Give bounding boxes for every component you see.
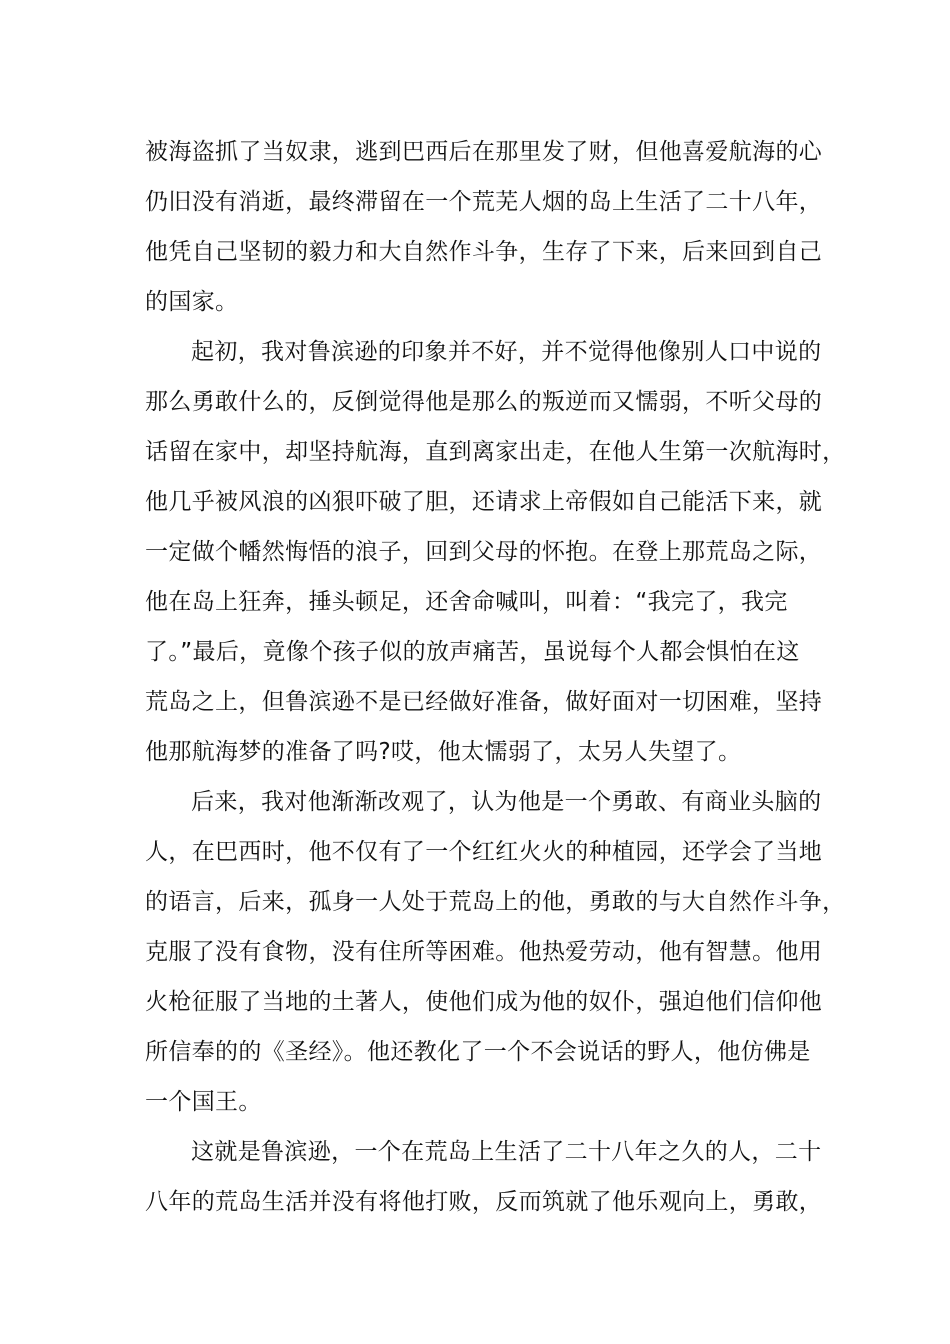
text-line: 的语言，后来，孤身一人处于荒岛上的他，勇敢的与大自然作斗争， — [145, 889, 846, 915]
text-line: 他几乎被风浪的凶狠吓破了胆，还请求上帝假如自己能活下来，就 — [145, 489, 823, 515]
text-line: 了。”最后，竟像个孩子似的放声痛苦，虽说每个人都会惧怕在这 — [145, 639, 800, 665]
text-line: 仍旧没有消逝，最终滞留在一个荒芜人烟的岛上生活了二十八年， — [145, 189, 823, 215]
text-line: 的国家。 — [145, 289, 239, 315]
text-line: 那么勇敢什么的，反倒觉得他是那么的叛逆而又懦弱，不听父母的 — [145, 389, 823, 415]
text-line: 被海盗抓了当奴隶，逃到巴西后在那里发了财，但他喜爱航海的心 — [145, 139, 823, 165]
text-line: 荒岛之上，但鲁滨逊不是已经做好准备，做好面对一切困难，坚持 — [145, 689, 823, 715]
text-line: 他那航海梦的准备了吗?哎，他太懦弱了，太另人失望了。 — [145, 739, 742, 765]
text-line: 一个国王。 — [145, 1089, 262, 1115]
paragraph-first-line: 起初，我对鲁滨逊的印象并不好，并不觉得他像别人口中说的 — [191, 339, 822, 365]
paragraph-first-line: 这就是鲁滨逊，一个在荒岛上生活了二十八年之久的人，二十 — [191, 1139, 822, 1165]
paragraph-first-line: 后来，我对他渐渐改观了，认为他是一个勇敢、有商业头脑的 — [191, 789, 822, 815]
text-line: 所信奉的的《圣经》。他还教化了一个不会说话的野人，他仿佛是 — [145, 1039, 811, 1065]
text-line: 克服了没有食物，没有住所等困难。他热爱劳动，他有智慧。他用 — [145, 939, 823, 965]
text-line: 话留在家中，却坚持航海，直到离家出走，在他人生第一次航海时， — [145, 439, 846, 465]
text-line: 八年的荒岛生活并没有将他打败，反而筑就了他乐观向上，勇敢， — [145, 1189, 823, 1215]
text-line: 火枪征服了当地的土著人，使他们成为他的奴仆，强迫他们信仰他 — [145, 989, 823, 1015]
text-line: 一定做个幡然悔悟的浪子，回到父母的怀抱。在登上那荒岛之际， — [145, 539, 823, 565]
text-line: 他在岛上狂奔，捶头顿足，还舍命喊叫，叫着：“我完了，我完 — [145, 589, 788, 615]
text-line: 人，在巴西时，他不仅有了一个红红火火的种植园，还学会了当地 — [145, 839, 823, 865]
text-line: 他凭自己坚韧的毅力和大自然作斗争，生存了下来，后来回到自己 — [145, 239, 823, 265]
